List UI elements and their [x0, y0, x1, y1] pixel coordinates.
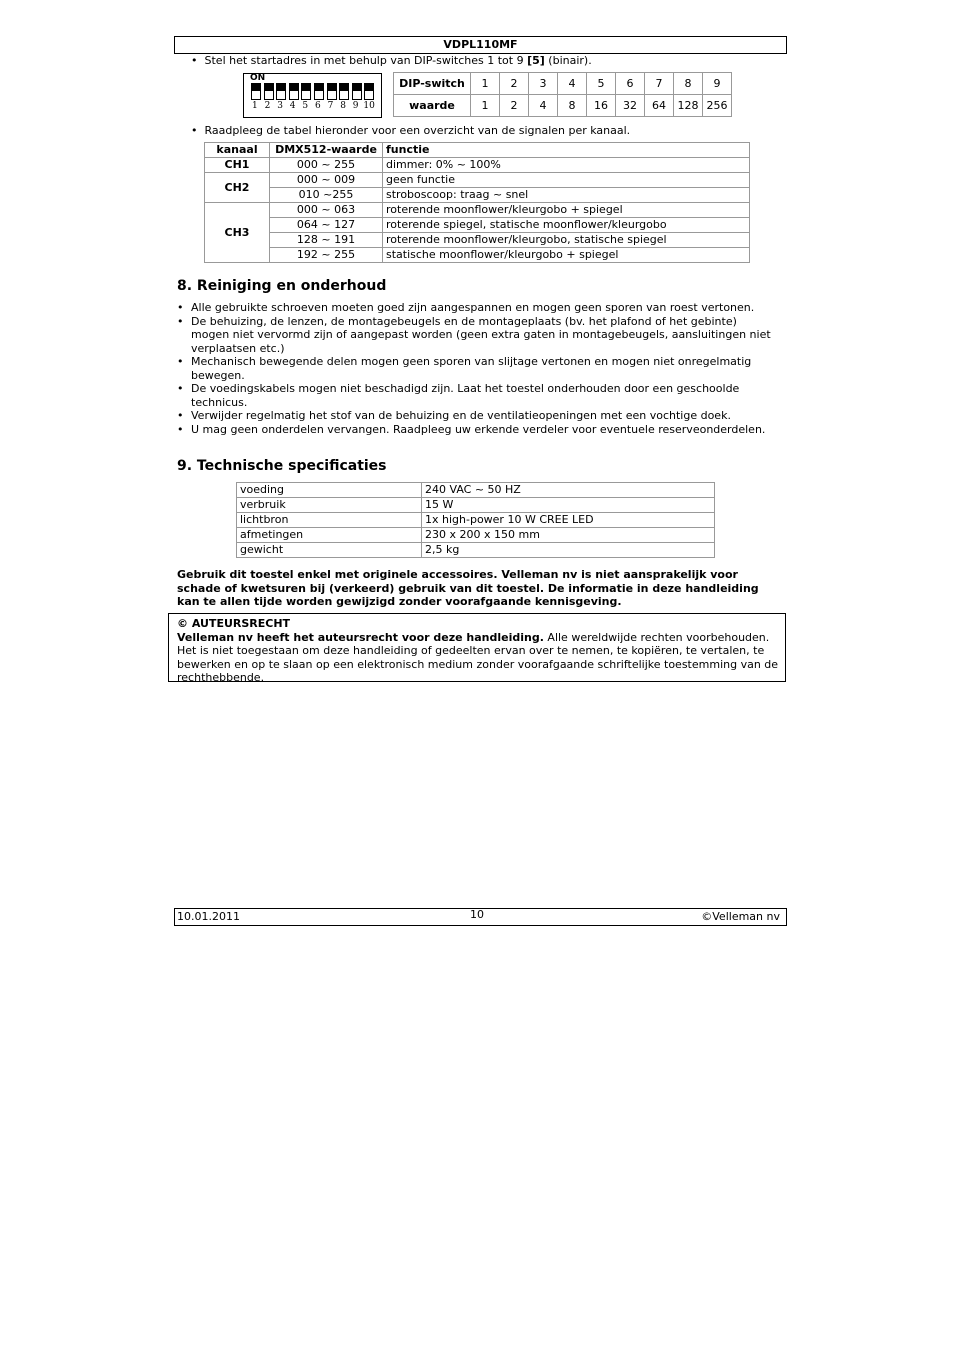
dip-switch-number: 5 [587, 73, 616, 95]
dip-switch-value: 64 [645, 95, 674, 117]
dip-switch-label: 3 [277, 101, 283, 111]
dip-switch-number: 8 [674, 73, 703, 95]
dip-table [393, 72, 732, 117]
list-item-text: Mechanisch bewegende delen mogen geen sporen van slijtage vertonen en mogen niet onregelmatig bewegen. [191, 355, 752, 382]
dip-switch [251, 83, 261, 100]
list-item-text: Verwijder regelmatig het stof van de behuizing en de ventilatieopeningen met een vochtige doek. [191, 409, 731, 422]
dip-switch-label: 8 [340, 101, 346, 111]
col-header-kanaal: kanaal [205, 143, 270, 158]
spec-value: 240 VAC ~ 50 HZ [422, 483, 715, 498]
copyright-box [168, 613, 786, 682]
dmx-range: 064 ~ 127 [270, 218, 383, 233]
dip-switch-label: 1 [252, 101, 258, 111]
spec-key: afmetingen [237, 528, 422, 543]
dip-row-label: DIP-switch [394, 73, 471, 95]
dip-switch-number: 3 [529, 73, 558, 95]
copyright-text: Alle wereldwijde rechten voorbehouden. Het is niet toegestaan om deze handleiding of gedeelten ervan over te nemen, te kopiëren, te vertalen, te bewerken en op te slaan op een elektronisch medium zonder voorafgaande schriftelijke toestemming van de rechthebbende. [177, 630, 779, 684]
bullet: • [191, 124, 198, 137]
channel-name: CH1 [205, 158, 270, 173]
spec-value: 230 x 200 x 150 mm [422, 528, 715, 543]
model-name: VDPL110MF [443, 38, 518, 51]
dip-switch-knob [290, 84, 298, 91]
dip-switch-knob [302, 84, 310, 91]
spec-key: voeding [237, 483, 422, 498]
dip-switch [289, 83, 299, 100]
dip-switch-knob [340, 84, 348, 91]
dip-switch-knob [328, 84, 336, 91]
dmx-range: 010 ~255 [270, 188, 383, 203]
section-8-title: 8. Reiniging en onderhoud [177, 278, 387, 294]
bullet: • [191, 54, 198, 67]
section-8-list [177, 301, 777, 436]
col-header-functie: functie [383, 143, 750, 158]
spec-value: 1x high-power 10 W CREE LED [422, 513, 715, 528]
page-footer [174, 908, 787, 926]
section-9-title: 9. Technische specificaties [177, 458, 387, 474]
list-item: • Mechanisch bewegende delen mogen geen sporen van slijtage vertonen en mogen niet onregelmatig bewegen. [177, 355, 752, 382]
dip-switch [364, 83, 374, 100]
spec-table [236, 482, 715, 558]
dip-switch-knob [277, 84, 285, 91]
dip-switch-label: 4 [289, 101, 296, 111]
list-item-text: De behuizing, de lenzen, de montagebeugels en de montageplaats (bv. het plafond of het gebinte) mogen niet vervormd zijn of aangepast worden (geen extra gaten in montagebeugels, aansluitingen niet verplaatsen etc.) [191, 314, 771, 355]
footer-date: 10.01.2011 [177, 910, 240, 923]
dip-switch-number: 4 [558, 73, 587, 95]
spec-key: lichtbron [237, 513, 422, 528]
dip-switch [301, 83, 311, 100]
list-item-text: U mag geen onderdelen vervangen. Raadpleeg uw erkende verdeler voor eventuele reserveonderdelen. [191, 422, 766, 436]
dip-switch-label: 9 [352, 101, 359, 111]
dip-switch-label: 2 [264, 101, 271, 111]
spec-table-wrap [236, 482, 715, 558]
list-item: • De voedingskabels mogen niet beschadigd zijn. Laat het toestel onderhouden door een geschoolde technicus. [177, 382, 740, 409]
dip-switch-number: 7 [645, 73, 674, 95]
spec-value: 2,5 kg [422, 543, 715, 558]
spec-value: 15 W [422, 498, 715, 513]
copyright-bold: Velleman nv heeft het auteursrecht voor deze handleiding. [177, 630, 544, 644]
spec-key: gewicht [237, 543, 422, 558]
col-header-dmx: DMX512-waarde [270, 143, 383, 158]
dip-switch [264, 83, 274, 100]
value-row-label: waarde [394, 95, 471, 117]
dmx-range: 000 ~ 255 [270, 158, 383, 173]
channel-function: roterende moonflower/kleurgobo + spiegel [383, 203, 750, 218]
channel-function: geen functie [383, 173, 750, 188]
list-item: • De behuizing, de lenzen, de montagebeugels en de montageplaats (bv. het plafond of het gebinte) mogen niet vervormd zijn of aangepast worden (geen extra gaten in montagebeugels, aansluitingen niet verplaatsen etc.) [177, 314, 771, 355]
dip-table-wrap [393, 72, 732, 117]
channel-function: stroboscoop: traag ~ snel [383, 188, 750, 203]
channel-function: roterende moonflower/kleurgobo, statische spiegel [383, 233, 750, 248]
dip-switch-number: 6 [616, 73, 645, 95]
list-item: • U mag geen onderdelen vervangen. Raadpleeg uw erkende verdeler voor eventuele reserveonderdelen. [177, 422, 766, 436]
channel-intro-text: Raadpleeg de tabel hieronder voor een overzicht van de signalen per kanaal. [204, 124, 631, 137]
channel-function: statische moonflower/kleurgobo + spiegel [383, 248, 750, 263]
intro-ref: [5] [527, 54, 545, 67]
intro-suffix: (binair). [544, 54, 592, 67]
dip-switch-value: 2 [500, 95, 529, 117]
channel-name: CH2 [205, 173, 270, 203]
channel-table [204, 142, 750, 263]
dip-switch-value: 8 [558, 95, 587, 117]
intro-line [191, 54, 791, 67]
footer-page-number: 10 [470, 908, 484, 921]
dip-switch-knob [252, 84, 260, 91]
dmx-range: 192 ~ 255 [270, 248, 383, 263]
list-item: • Alle gebruikte schroeven moeten goed zijn aangespannen en mogen geen sporen van roest vertonen. [177, 301, 755, 314]
dip-switch-value: 4 [529, 95, 558, 117]
channel-table-wrap [204, 142, 750, 263]
dip-switch-knob [315, 84, 323, 91]
dip-switch-label: 5 [302, 101, 309, 111]
footer-brand: ©Velleman nv [701, 910, 780, 923]
dip-on-label: ON [250, 73, 266, 83]
intro-text: Stel het startadres in met behulp van DIP-switches 1 tot 9 [204, 54, 528, 67]
dip-switch-number: 1 [471, 73, 500, 95]
dip-switch-value: 256 [703, 95, 732, 117]
dip-switch-number: 9 [703, 73, 732, 95]
channel-function: dimmer: 0% ~ 100% [383, 158, 750, 173]
dip-switch [314, 83, 324, 100]
warning-text: Gebruik dit toestel enkel met originele accessoires. Velleman nv is niet aansprakelijk voor schade of kwetsuren bij (verkeerd) gebruik van dit toestel. De informatie in deze handleiding kan te allen tijde worden gewijzigd zonder voorafgaande kennisgeving. [177, 568, 759, 608]
copyright-body [177, 631, 785, 685]
channel-function: roterende spiegel, statische moonflower/kleurgobo [383, 218, 750, 233]
dip-switch [327, 83, 337, 100]
dip-switch-image [243, 73, 382, 118]
list-item-text: Alle gebruikte schroeven moeten goed zijn aangespannen en mogen geen sporen van roest vertonen. [191, 301, 755, 314]
page-header [174, 36, 787, 54]
dmx-range: 000 ~ 009 [270, 173, 383, 188]
spec-key: verbruik [237, 498, 422, 513]
dip-switch-value: 128 [674, 95, 703, 117]
channel-name: CH3 [205, 203, 270, 263]
dip-switch-label: 10 [363, 101, 375, 111]
list-item: • Verwijder regelmatig het stof van de behuizing en de ventilatieopeningen met een vochtige doek. [177, 409, 731, 422]
channel-intro-line [191, 124, 791, 137]
dip-switch-label: 6 [315, 101, 321, 111]
dip-switch [339, 83, 349, 100]
dip-switch-knob [265, 84, 273, 91]
dip-switch-value: 1 [471, 95, 500, 117]
dip-switch [352, 83, 362, 100]
dip-switch-number: 2 [500, 73, 529, 95]
dmx-range: 128 ~ 191 [270, 233, 383, 248]
dip-switch-knob [353, 84, 361, 91]
dip-switch-label: 7 [327, 101, 334, 111]
dip-switch [276, 83, 286, 100]
dip-switch-value: 16 [587, 95, 616, 117]
dip-switch-knob [365, 84, 373, 91]
dmx-range: 000 ~ 063 [270, 203, 383, 218]
list-item-text: De voedingskabels mogen niet beschadigd zijn. Laat het toestel onderhouden door een geschoolde technicus. [191, 382, 740, 409]
dip-switch-value: 32 [616, 95, 645, 117]
copyright-title: © AUTEURSRECHT [177, 617, 291, 630]
